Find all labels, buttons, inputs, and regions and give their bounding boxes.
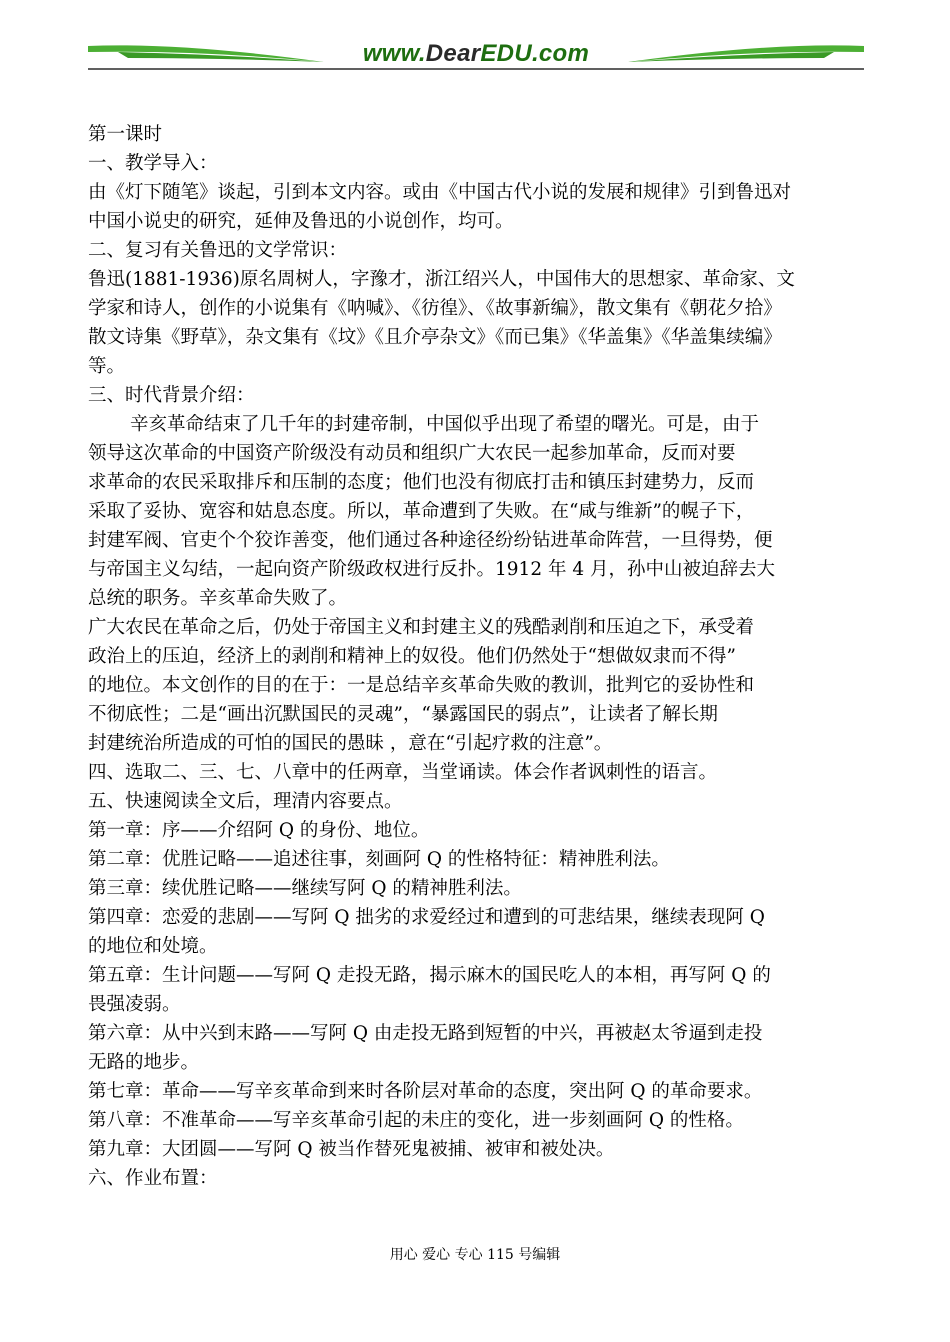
chapter-line: 第二章：优胜记略——追述往事，刻画阿 Q 的性格特征：精神胜利法。: [88, 849, 670, 870]
text-line: 不彻底性；二是“画出沉默国民的灵魂”，“暴露国民的弱点”，让读者了解长期: [88, 704, 718, 725]
chapter-line: 第七章：革命——写辛亥革命到来时各阶层对革命的态度，突出阿 Q 的革命要求。: [88, 1081, 763, 1102]
lesson-title: 第一课时: [88, 124, 163, 145]
text-line: 领导这次革命的中国资产阶级没有动员和组织广大农民一起参加革命，反而对要: [88, 443, 736, 464]
text-line: 与帝国主义勾结，一起向资产阶级政权进行反扑。1912 年 4 月，孙中山被迫辞去大: [88, 559, 775, 580]
chapter-line: 第一章：序——介绍阿 Q 的身份、地位。: [88, 820, 430, 841]
section-heading: 五、快速阅读全文后，理清内容要点。: [88, 791, 403, 812]
text-line: 辛亥革命结束了几千年的封建帝制，中国似乎出现了希望的曙光。可是，由于: [130, 414, 760, 435]
chapter-line: 第八章：不准革命——写辛亥革命引起的未庄的变化，进一步刻画阿 Q 的性格。: [88, 1110, 744, 1131]
page-footer: 用心 爱心 专心 115 号编辑: [389, 1247, 561, 1263]
text-line: 学家和诗人，创作的小说集有《呐喊》、《彷徨》、《故事新编》，散文集有《朝花夕拾》: [88, 298, 782, 319]
document-body: [88, 120, 864, 1193]
site-brand: www.DearEDU.com: [362, 40, 590, 67]
text-line: 政治上的压迫，经济上的剥削和精神上的奴役。他们仍然处于“想做奴隶而不得”: [88, 646, 736, 667]
chapter-line: 第四章：恋爱的悲剧——写阿 Q 拙劣的求爱经过和遭到的可悲结果，继续表现阿 Q: [88, 907, 765, 928]
text-line: 总统的职务。辛亥革命失败了。: [88, 588, 348, 609]
chapter-line: 第九章：大团圆——写阿 Q 被当作替死鬼被捕、被审和被处决。: [88, 1139, 615, 1160]
text-line: 的地位。本文创作的目的在于：一是总结辛亥革命失败的教训，批判它的妥协性和: [88, 675, 755, 696]
text-line: 广大农民在革命之后，仍处于帝国主义和封建主义的残酷剥削和压迫之下，承受着: [88, 617, 755, 638]
chapter-line: 第六章：从中兴到末路——写阿 Q 由走投无路到短暂的中兴，再被赵太爷逼到走投: [88, 1023, 763, 1044]
text-line: 由《灯下随笔》谈起，引到本文内容。或由《中国古代小说的发展和规律》引到鲁迅对: [88, 182, 792, 203]
text-line: 等。: [88, 356, 126, 377]
section-heading: 六、作业布置：: [88, 1168, 218, 1189]
chapter-line: 的地位和处境。: [88, 936, 218, 957]
text-line: 散文诗集《野草》，杂文集有《坟》《且介亭杂文》《而已集》《华盖集》《华盖集续编》: [88, 327, 782, 348]
text-line: 鲁迅(1881-1936)原名周树人，字豫才，浙江绍兴人，中国伟大的思想家、革命家、文: [88, 269, 795, 290]
text-line: 封建统治所造成的可怕的国民的愚昧 ，意在“引起疗救的注意”。: [88, 733, 613, 754]
section-heading: 二、复习有关鲁迅的文学常识：: [88, 240, 348, 261]
header-banner: [88, 36, 864, 72]
text-line: 封建军阀、官吏个个狡诈善变，他们通过各种途径纷纷钻进革命阵营，一旦得势，便: [88, 530, 773, 551]
section-heading: 四、选取二、三、七、八章中的任两章，当堂诵读。体会作者讽刺性的语言。: [88, 762, 718, 783]
text-line: 中国小说史的研究，延伸及鲁迅的小说创作，均可。: [88, 211, 514, 232]
text-line: 采取了妥协、宽容和姑息态度。所以，革命遭到了失败。在“咸与维新”的幌子下，: [88, 501, 755, 522]
section-heading: 一、教学导入：: [88, 153, 218, 174]
chapter-line: 无路的地步。: [88, 1052, 200, 1073]
chapter-line: 第五章：生计问题——写阿 Q 走投无路，揭示麻木的国民吃人的本相，再写阿 Q 的: [88, 965, 771, 986]
section-heading: 三、时代背景介绍：: [88, 385, 255, 406]
text-line: 求革命的农民采取排斥和压制的态度；他们也没有彻底打击和镇压封建势力，反而: [88, 472, 755, 493]
chapter-line: 第三章：续优胜记略——继续写阿 Q 的精神胜利法。: [88, 878, 522, 899]
chapter-line: 畏强凌弱。: [88, 994, 181, 1015]
